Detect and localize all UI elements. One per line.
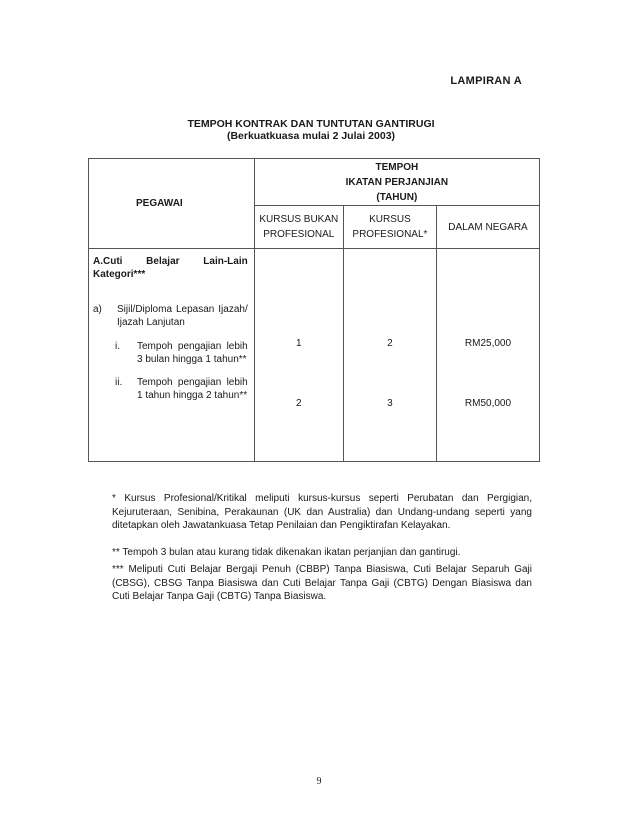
header-tempoh-line2: IKATAN PERJANJIAN: [345, 177, 449, 188]
header-sub1-line1: KURSUS BUKAN: [259, 214, 339, 225]
category-cell: [89, 249, 255, 462]
bukan-profesional-values: [254, 249, 343, 462]
row-description: Tempoh pengajian lebih 1 tahun hingga 2 tahun**: [137, 377, 248, 401]
header-pegawai-label: PEGAWAI: [136, 198, 183, 209]
footnote-2: ** Tempoh 3 bulan atau kurang tidak dikenakan ikatan perjanjian dan gantirugi.: [112, 547, 461, 558]
header-tempoh-line3: (TAHUN): [376, 192, 418, 203]
dalam-negara-values: [436, 249, 539, 462]
value-cell: 3: [387, 398, 393, 409]
value-cell: 2: [387, 338, 393, 349]
header-sub2-line1: KURSUS: [369, 214, 411, 225]
document-title: TEMPOH KONTRAK DAN TUNTUTAN GANTIRUGI: [187, 118, 435, 130]
value-cell: 2: [296, 398, 302, 409]
value-cell: 1: [296, 338, 302, 349]
table-row: [93, 376, 248, 402]
annex-label: LAMPIRAN A: [450, 75, 522, 87]
header-tempoh: [254, 159, 539, 206]
table-row: [93, 340, 248, 366]
profesional-values: [343, 249, 436, 462]
row-description: Tempoh pengajian lebih 3 bulan hingga 1 tahun**: [137, 341, 248, 365]
header-sub2-line2: PROFESIONAL*: [352, 229, 428, 240]
page-number: 9: [316, 776, 322, 787]
section-a-title: A.Cuti Belajar Lain-Lain Kategori***: [93, 256, 248, 280]
value-cell: RM25,000: [464, 338, 512, 349]
footnote-1: * Kursus Profesional/Kritikal meliputi kursus-kursus seperti Perubatan dan Pergigian, Kejuruteraan, Senibina, Perakaunan (UK dan Australia) dan Undang-undang seperti yang ditetapkan oleh Jawatankuasa Tetap Penilaian dan Pengiktirafan Kelayakan.: [112, 493, 532, 531]
row-number: i.: [115, 341, 120, 352]
header-tempoh-line1: TEMPOH: [375, 162, 419, 173]
header-kursus-bukan-profesional: [254, 206, 343, 249]
value-cell: RM50,000: [464, 398, 512, 409]
header-sub1-line2: PROFESIONAL: [263, 229, 335, 240]
item-a-text: Sijil/Diploma Lepasan Ijazah/ Ijazah Lanjutan: [117, 304, 248, 328]
item-a: [93, 303, 248, 329]
footnote-3: *** Meliputi Cuti Belajar Bergaji Penuh (CBBP) Tanpa Biasiswa, Cuti Belajar Separuh Gaji (CBSG), CBSG Tanpa Biasiswa dan Cuti Belajar Tanpa Gaji (CBTG) Dengan Biasiswa dan Cuti Belajar Tanpa Gaji (CBTG) Tanpa Biasiswa.: [112, 564, 532, 602]
row-number: ii.: [115, 377, 123, 388]
header-kursus-profesional: [343, 206, 436, 249]
contract-table: [88, 158, 540, 462]
header-pegawai: [89, 159, 255, 249]
header-sub3-label: DALAM NEGARA: [448, 221, 528, 233]
item-a-label: a): [93, 304, 102, 315]
header-dalam-negara: [436, 206, 539, 249]
document-subtitle: (Berkuatkuasa mulai 2 Julai 2003): [226, 130, 396, 142]
